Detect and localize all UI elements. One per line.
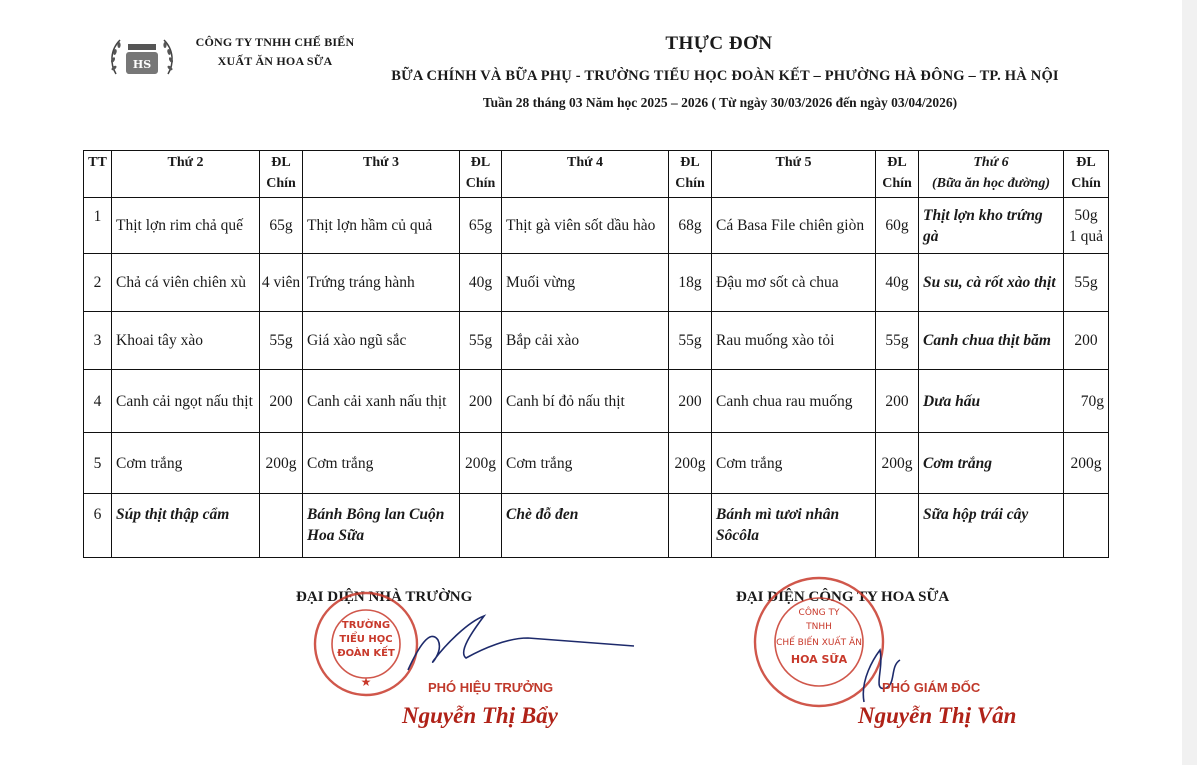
header-dl: ĐL Chín [460,151,502,198]
dish-cell: Cơm trắng [112,433,260,494]
dish-cell: Đậu mơ sốt cà chua [712,254,876,312]
dish-cell: Muối vừng [502,254,669,312]
dish-cell: Cơm trắng [712,433,876,494]
row-number: 2 [84,254,112,312]
dish-cell: Thịt lợn hầm củ quả [303,198,460,254]
stamp-line: TNHH [806,622,832,632]
dish-cell: Canh bí đỏ nấu thịt [502,370,669,433]
header-dl: ĐL Chín [876,151,919,198]
dish-cell: Bánh Bông lan Cuộn Hoa Sữa [303,494,460,558]
dish-cell: Dưa hấu [919,370,1064,433]
quantity-cell: 68g [669,198,712,254]
row-number: 5 [84,433,112,494]
quantity-cell: 55g [1064,254,1109,312]
row-number: 6 [84,494,112,558]
table-row [84,198,1109,254]
dish-cell: Canh cải ngọt nấu thịt [112,370,260,433]
quantity-cell: 70g [1064,370,1109,433]
row-number: 3 [84,312,112,370]
table-row [84,494,1109,558]
quantity-cell [1064,494,1109,558]
quantity-cell: 55g [260,312,303,370]
stamp-line: TIỂU HỌC [339,634,393,645]
table-header-row [84,151,1109,198]
quantity-cell: 200g [1064,433,1109,494]
dish-cell: Cơm trắng [919,433,1064,494]
dish-cell: Rau muống xào tỏi [712,312,876,370]
dish-cell: Cá Basa File chiên giòn [712,198,876,254]
row-number: 4 [84,370,112,433]
header-day2: Thứ 2 [112,151,260,198]
school-signer-role: PHÓ HIỆU TRƯỞNG [428,680,554,695]
dish-cell: Trứng tráng hành [303,254,460,312]
menu-table [83,150,1109,558]
dish-cell: Canh chua rau muống [712,370,876,433]
company-logo-icon [106,30,178,86]
dish-cell: Chả cá viên chiên xù [112,254,260,312]
stamp-line: CÔNG TY [798,608,840,618]
school-signature-icon [388,608,638,680]
dish-cell: Sữa hộp trái cây [919,494,1064,558]
company-representative-title: ĐẠI DIỆN CÔNG TY HOA SỮA [736,589,950,605]
dish-cell: Thịt gà viên sốt dầu hào [502,198,669,254]
company-signer-name: Nguyễn Thị Vân [858,703,1017,728]
company-line2: XUẤT ĂN HOA SỮA [217,54,333,68]
dish-cell: Su su, cà rốt xào thịt [919,254,1064,312]
stamp-line: CHẾ BIẾN XUẤT ĂN [776,638,862,648]
quantity-cell: 200 [876,370,919,433]
dish-cell: Canh cải xanh nấu thịt [303,370,460,433]
quantity-cell [460,494,502,558]
stamp-line: TRƯỜNG [341,620,391,631]
header-tt: TT [84,151,112,198]
dish-cell: Thịt lợn rim chả quế [112,198,260,254]
document-title: THỰC ĐƠN [665,33,773,54]
quantity-cell: 65g [460,198,502,254]
header-dl: ĐL Chín [1064,151,1109,198]
stamp-line: HOA SỮA [790,653,848,666]
quantity-cell: 200g [669,433,712,494]
company-signer-role: PHÓ GIÁM ĐỐC [882,680,981,695]
dish-cell: Chè đỗ đen [502,494,669,558]
quantity-cell: 200 [460,370,502,433]
quantity-cell [260,494,303,558]
company-signature-icon [850,630,910,710]
header-day6: Thứ 6 (Bữa ăn học đường) [919,151,1064,198]
school-representative-title: ĐẠI DIỆN NHÀ TRƯỜNG [296,589,473,605]
stamp-line: ĐOÀN KẾT [337,648,395,659]
quantity-cell: 200 [260,370,303,433]
dish-cell: Cơm trắng [303,433,460,494]
row-number: 1 [84,198,112,254]
dish-cell: Khoai tây xào [112,312,260,370]
logo-text: HS [132,58,152,71]
dish-cell: Cơm trắng [502,433,669,494]
quantity-cell: 40g [876,254,919,312]
dish-cell: Súp thịt thập cẩm [112,494,260,558]
quantity-cell: 60g [876,198,919,254]
table-row [84,254,1109,312]
table-row [84,370,1109,433]
quantity-cell: 18g [669,254,712,312]
header-day3: Thứ 3 [303,151,460,198]
quantity-cell: 200g [460,433,502,494]
header-dl: ĐL Chín [669,151,712,198]
dish-cell: Giá xào ngũ sắc [303,312,460,370]
dish-cell: Bánh mì tươi nhân Sôcôla [712,494,876,558]
table-row [84,312,1109,370]
dish-cell: Canh chua thịt băm [919,312,1064,370]
quantity-cell [669,494,712,558]
quantity-cell: 200 [669,370,712,433]
company-line1: CÔNG TY TNHH CHẾ BIẾN [195,35,355,49]
quantity-cell: 55g [460,312,502,370]
document-subtitle: BỮA CHÍNH VÀ BỮA PHỤ - TRƯỜNG TIỂU HỌC ĐOÀN KẾT – PHƯỜNG HÀ ĐÔNG – TP. HÀ NỘI [391,68,1059,84]
school-signer-name: Nguyễn Thị Bẩy [402,703,558,728]
header-day5: Thứ 5 [712,151,876,198]
quantity-cell: 55g [876,312,919,370]
header-dl: ĐL Chín [260,151,303,198]
table-row [84,433,1109,494]
quantity-cell: 200g [876,433,919,494]
svg-text:★: ★ [360,675,372,689]
company-name [180,33,370,71]
quantity-cell: 50g 1 quả [1064,198,1109,254]
header-day4: Thứ 4 [502,151,669,198]
quantity-cell [876,494,919,558]
dish-cell: Thịt lợn kho trứng gà [919,198,1064,254]
quantity-cell: 4 viên [260,254,303,312]
quantity-cell: 55g [669,312,712,370]
quantity-cell: 40g [460,254,502,312]
week-range: Tuần 28 tháng 03 Năm học 2025 – 2026 ( Từ ngày 30/03/2026 đến ngày 03/04/2026) [482,95,958,110]
dish-cell: Bắp cải xào [502,312,669,370]
quantity-cell: 200g [260,433,303,494]
quantity-cell: 200 [1064,312,1109,370]
quantity-cell: 65g [260,198,303,254]
